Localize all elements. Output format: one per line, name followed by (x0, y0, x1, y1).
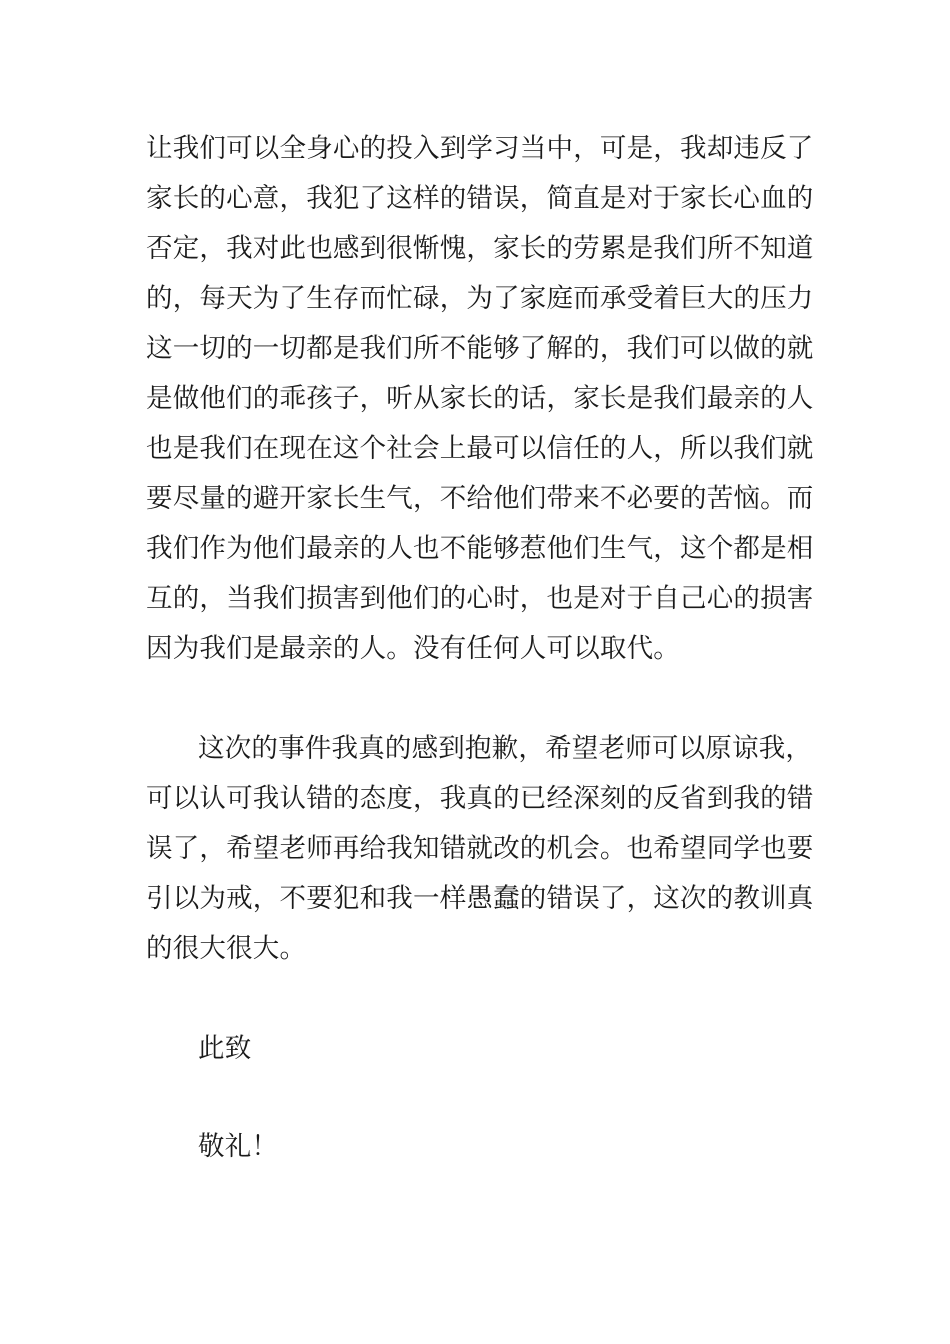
text-line: 引以为戒，不要犯和我一样愚蠢的错误了，这次的教训真 (146, 883, 814, 914)
text-line: 是做他们的乖孩子，听从家长的话，家长是我们最亲的人 (146, 383, 814, 414)
text-line: 家长的心意，我犯了这样的错误，简直是对于家长心血的 (146, 183, 814, 214)
text-line: 误了，希望老师再给我知错就改的机会。也希望同学也要 (146, 833, 814, 864)
text-line: 互的，当我们损害到他们的心时，也是对于自己心的损害 (146, 583, 814, 614)
text-line: 要尽量的避开家长生气，不给他们带来不必要的苦恼。而 (146, 483, 814, 514)
text-line: 我们作为他们最亲的人也不能够惹他们生气，这个都是相 (146, 533, 814, 564)
text-line: 这次的事件我真的感到抱歉，希望老师可以原谅我， (198, 733, 813, 764)
text-line: 因为我们是最亲的人。没有任何人可以取代。 (146, 633, 680, 664)
text-line: 也是我们在现在这个社会上最可以信任的人，所以我们就 (146, 433, 814, 464)
text-line: 的很大很大。 (146, 933, 307, 964)
text-line: 的，每天为了生存而忙碌，为了家庭而承受着巨大的压力 (146, 283, 814, 314)
text-line: 让我们可以全身心的投入到学习当中，可是，我却违反了 (146, 133, 814, 164)
text-line: 可以认可我认错的态度，我真的已经深刻的反省到我的错 (146, 783, 814, 814)
text-line: 这一切的一切都是我们所不能够了解的，我们可以做的就 (146, 333, 814, 364)
salutation-text: 敬礼！ (198, 1131, 279, 1162)
closing-text: 此致 (198, 1033, 252, 1064)
text-line: 否定，我对此也感到很惭愧，家长的劳累是我们所不知道 (146, 233, 814, 264)
